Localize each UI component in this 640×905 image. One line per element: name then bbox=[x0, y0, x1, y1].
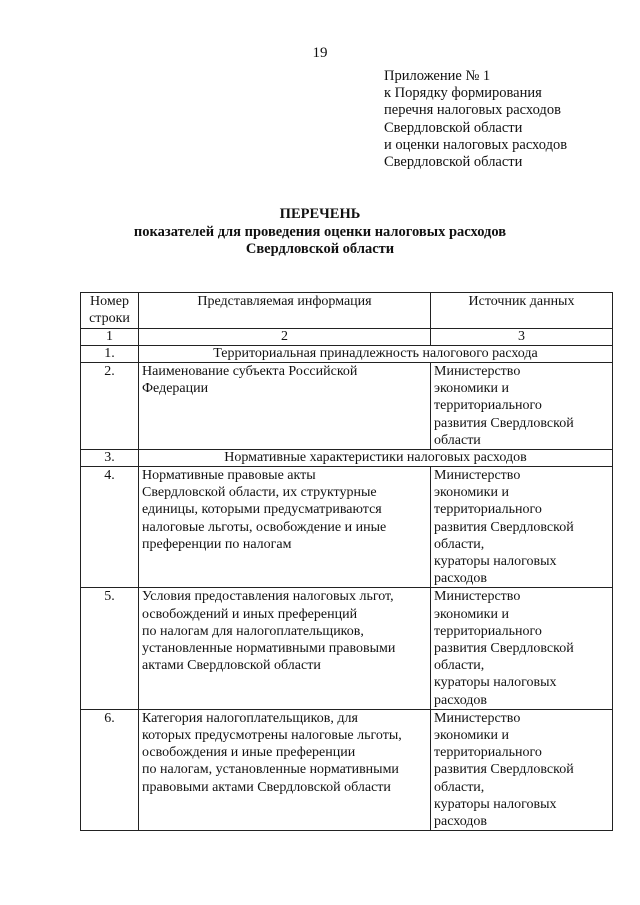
source-line: расходов bbox=[434, 692, 488, 708]
source-line: развития Свердловской bbox=[434, 762, 574, 778]
appendix-line: Приложение № 1 bbox=[384, 68, 491, 84]
appendix-line: Свердловской области bbox=[384, 154, 523, 171]
table-row bbox=[81, 363, 613, 450]
source-line: территориального bbox=[434, 502, 542, 518]
info-line: единицы, которыми предусматриваются bbox=[142, 502, 382, 518]
source-cell bbox=[431, 467, 613, 588]
source-line: территориального bbox=[434, 745, 542, 761]
info-line: Нормативные правовые акты bbox=[142, 468, 316, 484]
source-line: области, bbox=[434, 658, 485, 674]
column-number-cell: 2 bbox=[139, 329, 431, 346]
source-line: Министерство bbox=[434, 589, 521, 605]
table-row bbox=[81, 467, 613, 588]
source-line: Министерство bbox=[434, 710, 521, 726]
source-line: развития Свердловской bbox=[434, 415, 574, 431]
appendix-line: к Порядку формирования bbox=[384, 85, 542, 102]
indicators-table bbox=[80, 292, 613, 831]
source-line: области bbox=[434, 432, 481, 448]
info-line: установленные нормативными правовыми bbox=[142, 641, 396, 657]
row-number-cell: 6. bbox=[81, 709, 139, 830]
source-line: экономики и bbox=[434, 606, 509, 622]
info-line: освобождения и иные преференции bbox=[142, 745, 356, 761]
row-number-cell: 1. bbox=[81, 346, 139, 363]
source-line: кураторы налоговых bbox=[434, 796, 557, 812]
info-line: Условия предоставления налоговых льгот, bbox=[142, 589, 394, 605]
info-line: Наименование субъекта Российской bbox=[142, 364, 358, 379]
info-cell bbox=[139, 588, 431, 709]
row-number-cell: 2. bbox=[81, 363, 139, 450]
header-info-cell: Представляемая информация bbox=[139, 293, 431, 329]
row-number-cell: 4. bbox=[81, 467, 139, 588]
source-cell bbox=[431, 588, 613, 709]
source-line: кураторы налоговых bbox=[434, 554, 557, 570]
header-number-line: Номер bbox=[90, 294, 129, 309]
appendix-line: Свердловской области bbox=[384, 119, 523, 136]
source-line: расходов bbox=[434, 571, 488, 587]
source-cell bbox=[431, 363, 613, 450]
table-header-row bbox=[81, 293, 613, 329]
section-title-cell: Нормативные характеристики налоговых расходов bbox=[139, 450, 613, 467]
info-line: освобождений и иных преференций bbox=[142, 606, 358, 622]
column-number-cell: 1 bbox=[81, 329, 139, 346]
header-number-cell bbox=[81, 293, 139, 329]
appendix-note bbox=[384, 68, 624, 171]
section-title-cell: Территориальная принадлежность налогового расхода bbox=[139, 346, 613, 363]
info-line: по налогам для налогоплательщиков, bbox=[142, 623, 364, 639]
source-line: развития Свердловской bbox=[434, 641, 574, 657]
source-line: области, bbox=[434, 779, 485, 795]
info-line: Категория налогоплательщиков, для bbox=[142, 710, 358, 726]
title-line: показателей для проведения оценки налоговых расходов bbox=[133, 223, 507, 240]
info-cell bbox=[139, 709, 431, 830]
info-cell bbox=[139, 467, 431, 588]
info-line: преференции по налогам bbox=[142, 536, 292, 552]
info-line: правовыми актами Свердловской области bbox=[142, 779, 391, 795]
appendix-line: и оценки налоговых расходов bbox=[384, 136, 568, 153]
source-line: территориального bbox=[434, 623, 542, 639]
info-line: налоговые льготы, освобождение и иные bbox=[142, 519, 387, 535]
source-cell bbox=[431, 709, 613, 830]
info-line: которых предусмотрены налоговые льготы, bbox=[142, 728, 402, 744]
source-line: Министерство bbox=[434, 468, 521, 484]
document-title bbox=[0, 206, 640, 259]
table-row bbox=[81, 709, 613, 830]
page-number: 19 bbox=[312, 45, 328, 61]
row-number-cell: 5. bbox=[81, 588, 139, 709]
source-line: кураторы налоговых bbox=[434, 675, 557, 691]
title-line: ПЕРЕЧЕНЬ bbox=[279, 206, 361, 222]
table-row bbox=[81, 588, 613, 709]
source-line: Министерство bbox=[434, 364, 521, 379]
header-source-cell: Источник данных bbox=[431, 293, 613, 329]
info-line: Федерации bbox=[142, 381, 209, 397]
header-number-line: строки bbox=[89, 311, 130, 326]
info-cell bbox=[139, 363, 431, 450]
source-line: области, bbox=[434, 536, 485, 552]
source-line: развития Свердловской bbox=[434, 519, 574, 535]
column-number-cell: 3 bbox=[431, 329, 613, 346]
source-line: экономики и bbox=[434, 728, 509, 744]
info-line: Свердловской области, их структурные bbox=[142, 485, 377, 501]
info-line: актами Свердловской области bbox=[142, 658, 321, 674]
appendix-line: перечня налоговых расходов bbox=[384, 102, 561, 119]
section-row bbox=[81, 450, 613, 467]
row-number-cell: 3. bbox=[81, 450, 139, 467]
column-number-row bbox=[81, 329, 613, 346]
source-line: расходов bbox=[434, 814, 488, 830]
title-line: Свердловской области bbox=[245, 241, 395, 257]
source-line: экономики и bbox=[434, 381, 509, 397]
section-row bbox=[81, 346, 613, 363]
info-line: по налогам, установленные нормативными bbox=[142, 762, 399, 778]
source-line: экономики и bbox=[434, 485, 509, 501]
source-line: территориального bbox=[434, 398, 542, 414]
